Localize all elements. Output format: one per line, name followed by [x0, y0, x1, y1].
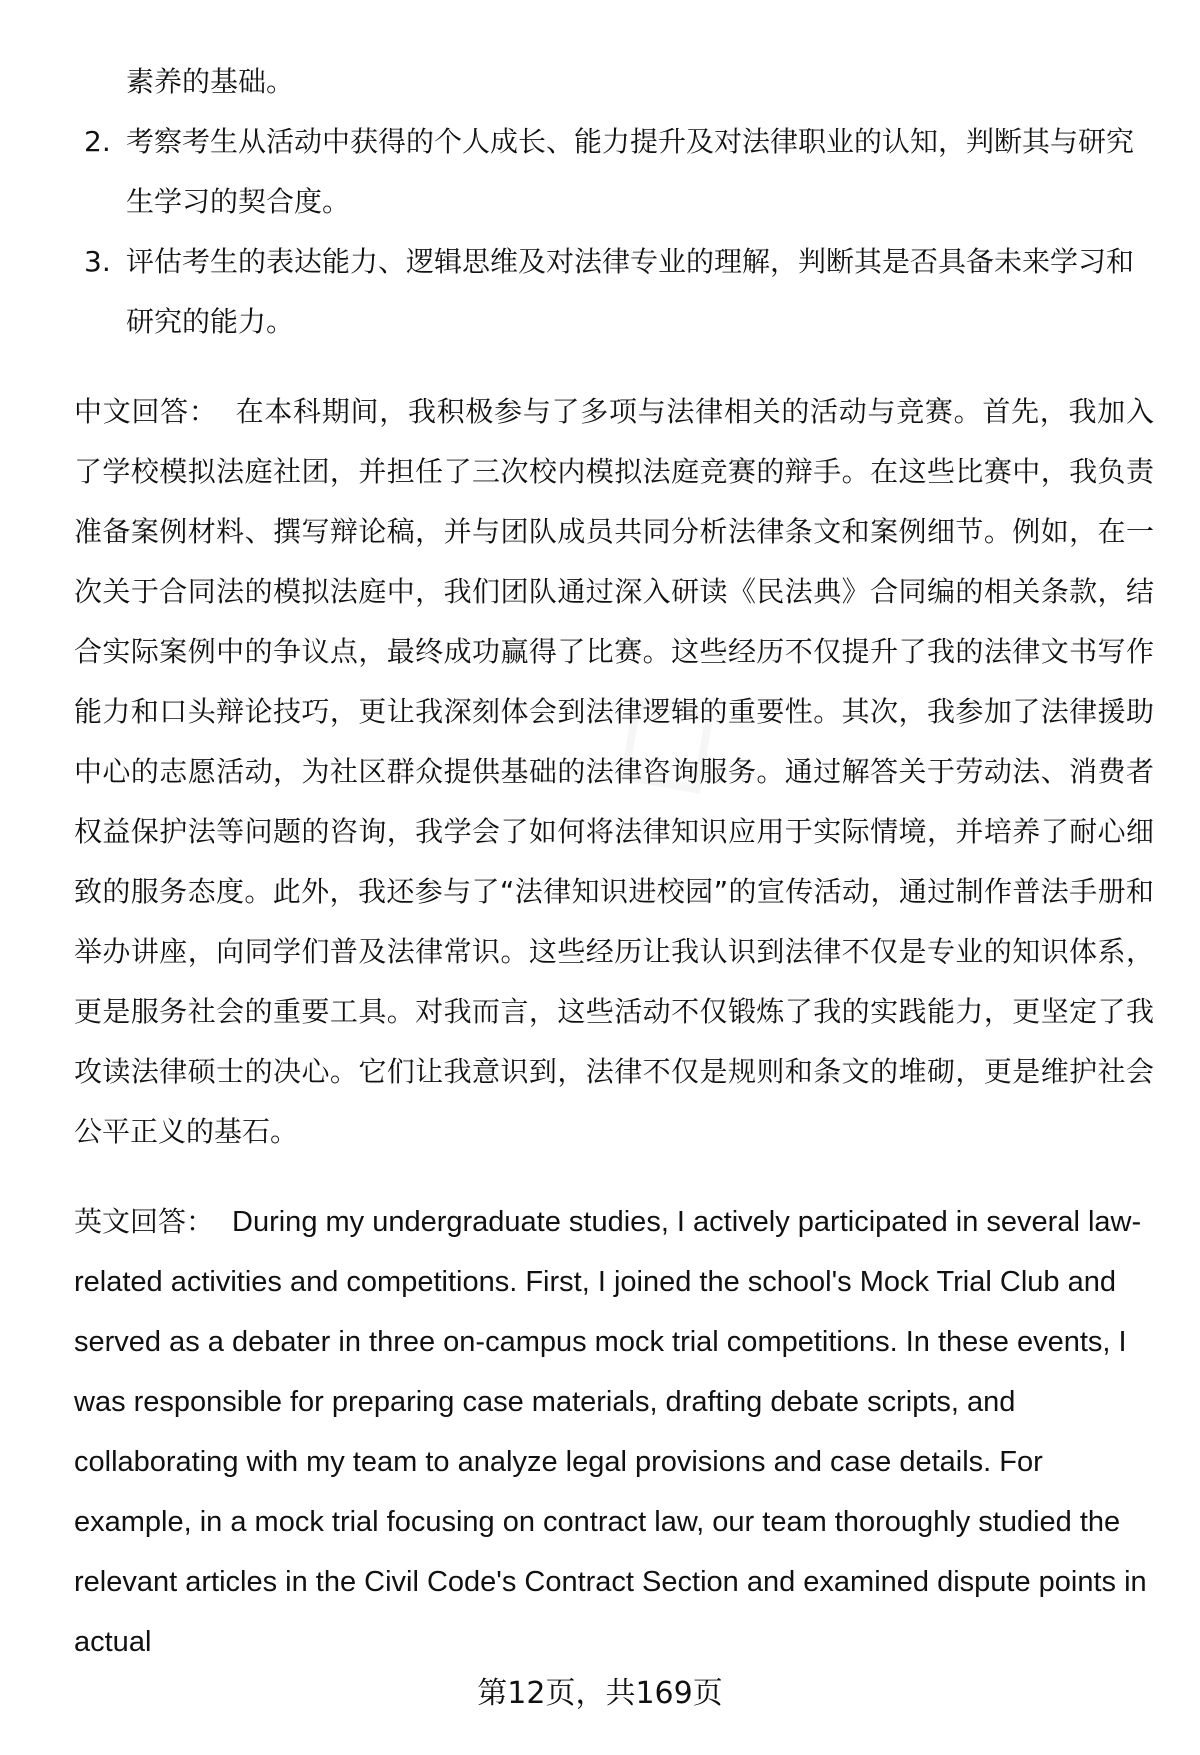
- english-answer-text: During my undergraduate studies, I actively participated in several law-related activities and competitions. First, I joined the school's Mock Trial Club and served as a debater in three on-campus mock trial competitions. In these events, I was responsible for preparing case materials, drafting debate scripts, and collaborating with my team to analyze legal provisions and case details. For example, in a mock trial focusing on contract law, our team thoroughly studied the relevant articles in the Civil Code's Contract Section and examined dispute points in actual: [74, 1206, 1147, 1658]
- chinese-answer-text: 在本科期间，我积极参与了多项与法律相关的活动与竞赛。首先，我加入了学校模拟法庭社团，并担任了三次校内模拟法庭竞赛的辩手。在这些比赛中，我负责准备案例材料、撰写辩论稿，并与团队成员共同分析法律条文和案例细节。例如，在一次关于合同法的模拟法庭中，我们团队通过深入研读《民法典》合同编的相关条款，结合实际案例中的争议点，最终成功赢得了比赛。这些经历不仅提升了我的法律文书写作能力和口头辩论技巧，更让我深刻体会到法律逻辑的重要性。其次，我参加了法律援助中心的志愿活动，为社区群众提供基础的法律咨询服务。通过解答关于劳动法、消费者权益保护法等问题的咨询，我学会了如何将法律知识应用于实际情境，并培养了耐心细致的服务态度。此外，我还参与了“法律知识进校园”的宣传活动，通过制作普法手册和举办讲座，向同学们普及法律常识。这些经历让我认识到法律不仅是专业的知识体系，更是服务社会的重要工具。对我而言，这些活动不仅锻炼了我的实践能力，更坚定了我攻读法律硕士的决心。它们让我意识到，法律不仅是规则和条文的堆砌，更是维护社会公平正义的基石。: [74, 395, 1154, 1148]
- english-answer-label: 英文回答：: [74, 1205, 215, 1238]
- page-indicator: 第12页，共169页: [477, 1676, 723, 1711]
- criteria-number: 3.: [84, 245, 111, 278]
- criteria-item: [74, 112, 1154, 232]
- criteria-item: [74, 232, 1154, 352]
- criteria-text: 评估考生的表达能力、逻辑思维及对法律专业的理解，判断其是否具备未来学习和研究的能力。: [126, 245, 1135, 338]
- criteria-text: 考察考生从活动中获得的个人成长、能力提升及对法律职业的认知，判断其与研究生学习的契合度。: [126, 125, 1135, 218]
- page-content: [74, 52, 1154, 1701]
- english-answer: [74, 1192, 1154, 1672]
- criteria-list: [74, 112, 1154, 352]
- criteria-number: 2.: [84, 125, 111, 158]
- continuation-text: 素养的基础。: [126, 65, 295, 98]
- chinese-answer-label: 中文回答：: [74, 395, 218, 428]
- chinese-answer: [74, 382, 1154, 1162]
